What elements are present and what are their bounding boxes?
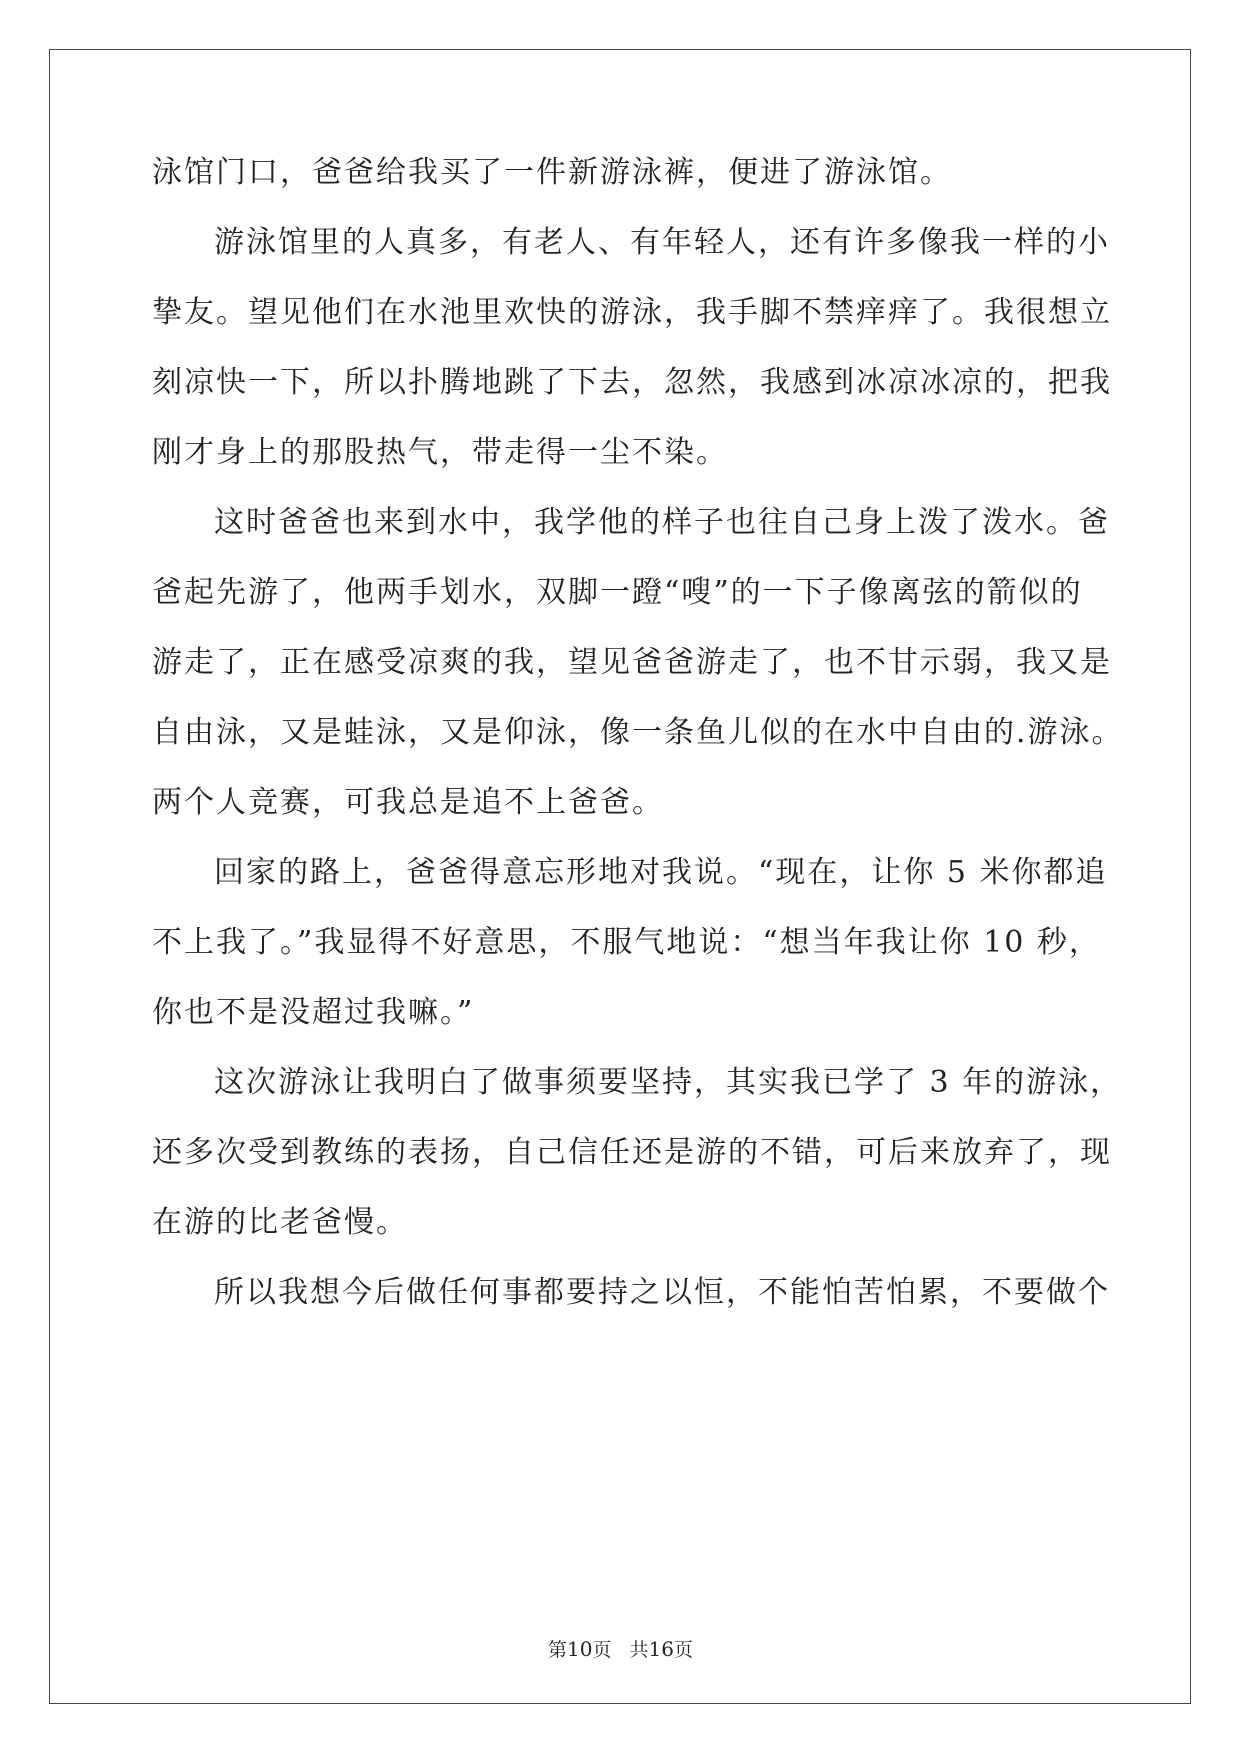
text-line: 两个人竞赛，可我总是追不上爸爸。 (152, 785, 664, 820)
total-count: 16 (648, 1637, 674, 1661)
text-line: 刚才身上的那股热气，带走得一尘不染。 (152, 435, 728, 470)
total-prefix: 共 (629, 1639, 649, 1661)
text-line: 刻凉快一下，所以扑腾地跳了下去，忽然，我感到冰凉冰凉的，把我 (152, 365, 1112, 400)
text-line: 还多次受到教练的表扬，自己信任还是游的不错，可后来放弃了，现 (152, 1135, 1112, 1170)
page-footer (0, 1637, 1241, 1662)
page-number (548, 1639, 611, 1661)
text-line: 不上我了。”我显得不好意思，不服气地说：“想当年我让你 10 秒， (152, 925, 1101, 960)
paragraph-start: 回家的路上，爸爸得意忘形地对我说。“现在，让你 5 米你都追 (214, 855, 1108, 890)
page-suffix: 页 (592, 1639, 612, 1661)
paragraph-start: 这时爸爸也来到水中，我学他的样子也往自己身上泼了泼水。爸 (214, 505, 1110, 540)
paragraph-start: 所以我想今后做任何事都要持之以恒，不能怕苦怕累，不要做个 (214, 1275, 1110, 1310)
text-line: 挚友。望见他们在水池里欢快的游泳，我手脚不禁痒痒了。我很想立 (152, 295, 1112, 330)
page-total (630, 1639, 693, 1661)
text-line: 爸起先游了，他两手划水，双脚一蹬“嗖”的一下子像离弦的箭似的 (152, 575, 1083, 610)
text-line: 泳馆门口，爸爸给我买了一件新游泳裤，便进了游泳馆。 (152, 155, 952, 190)
text-line: 在游的比老爸慢。 (152, 1205, 408, 1240)
text-line: 你也不是没超过我嘛。” (152, 995, 475, 1030)
page-prefix: 第 (548, 1639, 568, 1661)
page-current: 10 (567, 1637, 593, 1661)
paragraph-start: 游泳馆里的人真多，有老人、有年轻人，还有许多像我一样的小 (214, 225, 1110, 260)
total-suffix: 页 (673, 1639, 693, 1661)
text-line: 游走了，正在感受凉爽的我，望见爸爸游走了，也不甘示弱，我又是 (152, 645, 1112, 680)
paragraph-start: 这次游泳让我明白了做事须要坚持，其实我已学了 3 年的游泳， (214, 1065, 1123, 1100)
text-line: 自由泳，又是蛙泳，又是仰泳，像一条鱼儿似的在水中自由的.游泳。 (152, 715, 1124, 750)
